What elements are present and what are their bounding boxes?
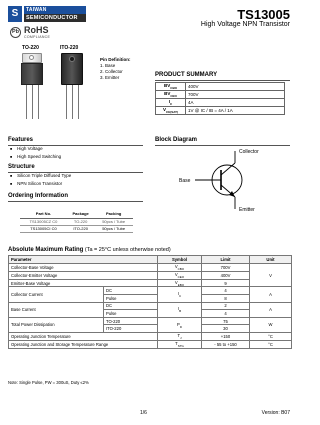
table-header-row bbox=[20, 210, 133, 218]
abs-max-table bbox=[8, 255, 292, 349]
pin-def-heading: Pin Definition: bbox=[100, 57, 131, 62]
table-header: Limit bbox=[202, 256, 250, 264]
emitter-label: Emitter bbox=[239, 207, 255, 213]
pin-def-item: 1. Base bbox=[100, 63, 116, 68]
table-cell: W bbox=[250, 317, 292, 332]
table-cell: °C bbox=[250, 333, 292, 341]
table-cell: 400V bbox=[202, 271, 250, 279]
table-row bbox=[156, 91, 285, 99]
table-row bbox=[156, 99, 285, 107]
table-note: Note: Single Pulse, PW = 300uS, Duty ≤2% bbox=[8, 380, 89, 385]
table-cell: - 55 to +150 bbox=[202, 340, 250, 348]
table-cell: $BV_{CBO}$ bbox=[156, 83, 186, 91]
table-cell: ITO-220 bbox=[67, 225, 94, 232]
section-divider bbox=[155, 80, 290, 81]
table-row bbox=[9, 279, 292, 287]
base-label: Base bbox=[179, 178, 191, 184]
table-cell: 1V @ IC / IB = 4A / 1A bbox=[186, 107, 285, 115]
table-cell: 4A bbox=[186, 99, 285, 107]
ordering-table bbox=[20, 210, 133, 233]
table-cell: $P_D$ bbox=[158, 317, 202, 332]
table-row bbox=[156, 83, 285, 91]
rohs-label: RoHS bbox=[24, 25, 49, 35]
table-header: Parameter bbox=[9, 256, 158, 264]
part-number-title: TS13005 bbox=[237, 7, 290, 22]
table-row bbox=[9, 264, 292, 272]
table-row bbox=[9, 271, 292, 279]
table-cell: DC bbox=[104, 287, 158, 295]
table-cell: TO-220 bbox=[67, 218, 94, 225]
table-cell: 2 bbox=[202, 302, 250, 310]
table-cell: $T_J$ bbox=[158, 333, 202, 341]
table-row bbox=[9, 333, 292, 341]
table-cell: TS13005CI C0 bbox=[20, 225, 67, 232]
table-cell: Pulse bbox=[104, 310, 158, 318]
table-header: Packing bbox=[94, 210, 133, 218]
version-label: Version: B07 bbox=[261, 410, 290, 416]
company-logo bbox=[8, 6, 88, 22]
features-title: Features bbox=[8, 137, 34, 143]
pb-free-icon: Pb bbox=[10, 27, 21, 38]
table-cell: A bbox=[250, 287, 292, 302]
table-cell: Emitter-Base Voltage bbox=[9, 279, 158, 287]
table-cell: $V_{EBO}$ bbox=[158, 279, 202, 287]
table-cell: 400V bbox=[186, 83, 285, 91]
part-subtitle: High Voltage NPN Transistor bbox=[200, 21, 290, 28]
table-cell: ITO-220 bbox=[104, 325, 158, 333]
abs-max-title-note: (Ta = 25°C unless otherwise noted) bbox=[84, 247, 171, 253]
table-cell: 50pcs / Tube bbox=[94, 225, 133, 232]
table-row bbox=[9, 317, 292, 325]
table-cell: $V_{CEO}$ bbox=[158, 271, 202, 279]
logo-line-2: SEMICONDUCTOR bbox=[24, 14, 86, 22]
table-cell: DC bbox=[104, 302, 158, 310]
block-diagram bbox=[165, 145, 285, 215]
ito220-package-image bbox=[58, 53, 88, 123]
page-number: 1/6 bbox=[140, 410, 147, 416]
table-cell: 4 bbox=[202, 310, 250, 318]
rohs-subtitle: COMPLIANCE bbox=[24, 35, 51, 39]
table-cell: TO-220 bbox=[104, 317, 158, 325]
table-cell: $I_C$ bbox=[158, 287, 202, 302]
abs-max-title-text: Absolute Maximum Rating bbox=[8, 247, 84, 253]
table-cell: Base Current bbox=[9, 302, 104, 317]
table-row bbox=[156, 107, 285, 115]
table-cell: $T_{STG}$ bbox=[158, 340, 202, 348]
abs-max-title bbox=[8, 247, 171, 253]
ordering-title: Ordering Information bbox=[8, 193, 68, 199]
table-row bbox=[9, 302, 292, 310]
table-cell: 75 bbox=[202, 317, 250, 325]
structure-list bbox=[10, 172, 71, 188]
table-cell: 30 bbox=[202, 325, 250, 333]
list-item: ■ Silicon Triple Diffused Type bbox=[10, 172, 71, 180]
table-header: Package bbox=[67, 210, 94, 218]
table-cell: Collector Current bbox=[9, 287, 104, 302]
product-summary-table bbox=[155, 82, 285, 115]
table-cell: Pulse bbox=[104, 295, 158, 303]
table-header-row bbox=[9, 256, 292, 264]
table-cell: +150 bbox=[202, 333, 250, 341]
table-row bbox=[20, 225, 133, 232]
table-cell: Total Power Dissipation bbox=[9, 317, 104, 332]
pin-definition bbox=[100, 57, 131, 81]
table-cell: Collector-Base Voltage bbox=[9, 264, 158, 272]
table-cell: 8 bbox=[202, 295, 250, 303]
pin-def-item: 2. Collector bbox=[100, 69, 123, 74]
table-cell: $I_C$ bbox=[156, 99, 186, 107]
table-cell: $I_B$ bbox=[158, 302, 202, 317]
to220-label: TO-220 bbox=[22, 45, 39, 51]
table-cell: Operating Junction and Storage Temperature Range bbox=[9, 340, 158, 348]
block-diagram-title: Block Diagram bbox=[155, 137, 198, 143]
collector-label: Collector bbox=[239, 149, 259, 155]
structure-title: Structure bbox=[8, 164, 35, 170]
section-divider bbox=[8, 201, 143, 202]
to220-package-image bbox=[18, 53, 48, 123]
table-cell: 9 bbox=[202, 279, 250, 287]
table-cell: $V_{CBO}$ bbox=[158, 264, 202, 272]
table-header: Part No. bbox=[20, 210, 67, 218]
logo-line-1: TAIWAN bbox=[24, 6, 86, 14]
table-row bbox=[9, 340, 292, 348]
table-header: Unit bbox=[250, 256, 292, 264]
list-item: ■ High Speed Switching bbox=[10, 153, 61, 161]
table-cell: A bbox=[250, 302, 292, 317]
table-cell: V bbox=[250, 264, 292, 287]
table-cell: $BV_{CEO}$ bbox=[156, 91, 186, 99]
list-item: ■ NPN Silicon Transistor bbox=[10, 180, 71, 188]
npn-transistor-symbol bbox=[165, 145, 285, 215]
list-item: ■ High Voltage bbox=[10, 145, 61, 153]
table-cell: °C bbox=[250, 340, 292, 348]
table-cell: 700V bbox=[202, 264, 250, 272]
features-list bbox=[10, 145, 61, 161]
table-cell: 50pcs / Tube bbox=[94, 218, 133, 225]
table-cell: 700V bbox=[186, 91, 285, 99]
table-cell: Collector-Emitter Voltage bbox=[9, 271, 158, 279]
table-cell: TS13005CZ C0 bbox=[20, 218, 67, 225]
table-header: Symbol bbox=[158, 256, 202, 264]
logo-mark: S bbox=[8, 6, 22, 22]
table-cell: $V_{CE(SAT)}$ bbox=[156, 107, 186, 115]
table-row bbox=[20, 218, 133, 225]
table-cell: Operating Junction Temperature bbox=[9, 333, 158, 341]
table-cell: 4 bbox=[202, 287, 250, 295]
table-row bbox=[9, 287, 292, 295]
pin-def-item: 3. Emitter bbox=[100, 75, 120, 80]
ito220-label: ITO-220 bbox=[60, 45, 79, 51]
product-summary-title: PRODUCT SUMMARY bbox=[155, 72, 218, 78]
